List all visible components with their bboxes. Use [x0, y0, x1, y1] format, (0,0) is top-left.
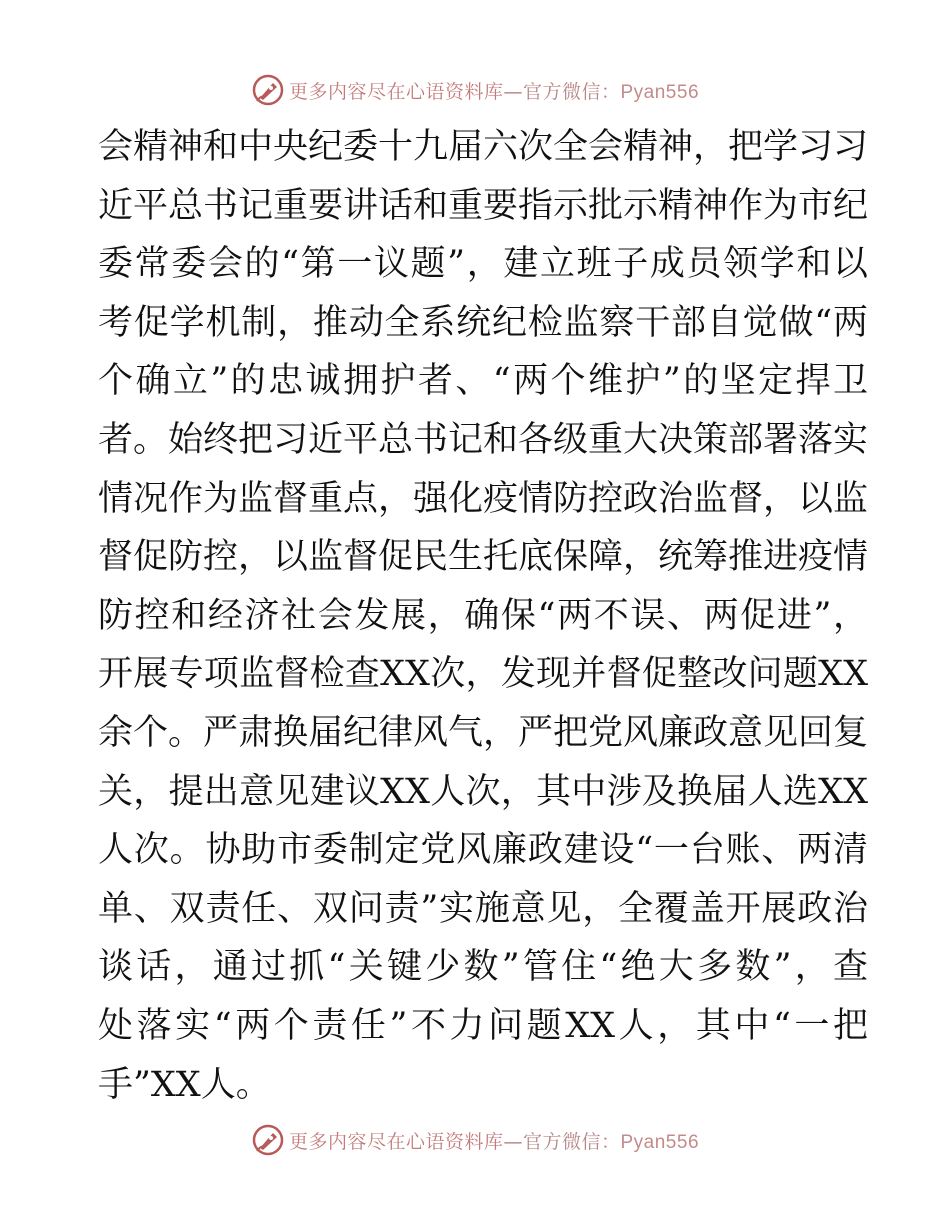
body-line: 处落实“两个责任”不力问题XX人，其中“一把 — [98, 1005, 868, 1046]
watermark-wechat-label: 官方微信： — [522, 1130, 621, 1153]
body-line: 人次。协助市委制定党风廉政建设“一台账、两清 — [98, 830, 868, 871]
body-line: 情况作为监督重点，强化疫情防控政治监督，以监 — [98, 478, 869, 519]
header-watermark — [0, 70, 950, 110]
body-line: 关，提出意见建议XX人次，其中涉及换届人选XX — [98, 771, 868, 812]
watermark-main: 更多内容尽在心语资料库 — [288, 1130, 504, 1153]
watermark-handle: Pyan556 — [620, 81, 700, 103]
document-body — [98, 118, 868, 1114]
body-line: 委常委会的“第一议题”，建立班子成员领学和以 — [98, 244, 868, 285]
body-line: 督促防控，以监督促民生托底保障，统筹推进疫情 — [98, 537, 869, 578]
body-line: 考促学机制，推动全系统纪检监察干部自觉做“两 — [98, 302, 868, 343]
watermark-main: 更多内容尽在心语资料库 — [288, 80, 504, 103]
watermark-dash: — — [503, 80, 523, 103]
body-line: 余个。严肃换届纪律风气，严把党风廉政意见回复 — [98, 712, 869, 753]
body-line: 者。始终把习近平总书记和各级重大决策部署落实 — [98, 419, 869, 460]
pen-nib-circle-icon — [251, 1123, 285, 1157]
footer-watermark — [0, 1120, 950, 1160]
body-line: 手”XX人。 — [98, 1064, 271, 1105]
watermark-text — [289, 77, 699, 104]
body-line: 防控和经济社会发展，确保“两不误、两促进”， — [98, 595, 868, 636]
watermark-text — [289, 1127, 699, 1154]
body-line: 开展专项监督检查XX次，发现并督促整改问题XX — [98, 654, 868, 695]
body-line: 谈话，通过抓“关键少数”管住“绝大多数”，查 — [98, 947, 868, 988]
body-line: 会精神和中央纪委十九届六次全会精神，把学习习 — [98, 127, 869, 167]
body-line: 近平总书记重要讲话和重要指示批示精神作为市纪 — [98, 185, 869, 226]
watermark-wechat-label: 官方微信： — [522, 80, 621, 103]
body-line: 个确立”的忠诚拥护者、“两个维护”的坚定捍卫 — [98, 361, 868, 402]
body-line: 单、双责任、双问责”实施意见，全覆盖开展政治 — [98, 888, 868, 929]
watermark-dash: — — [503, 1130, 523, 1153]
watermark-handle: Pyan556 — [620, 1131, 700, 1153]
pen-nib-circle-icon — [251, 73, 285, 107]
